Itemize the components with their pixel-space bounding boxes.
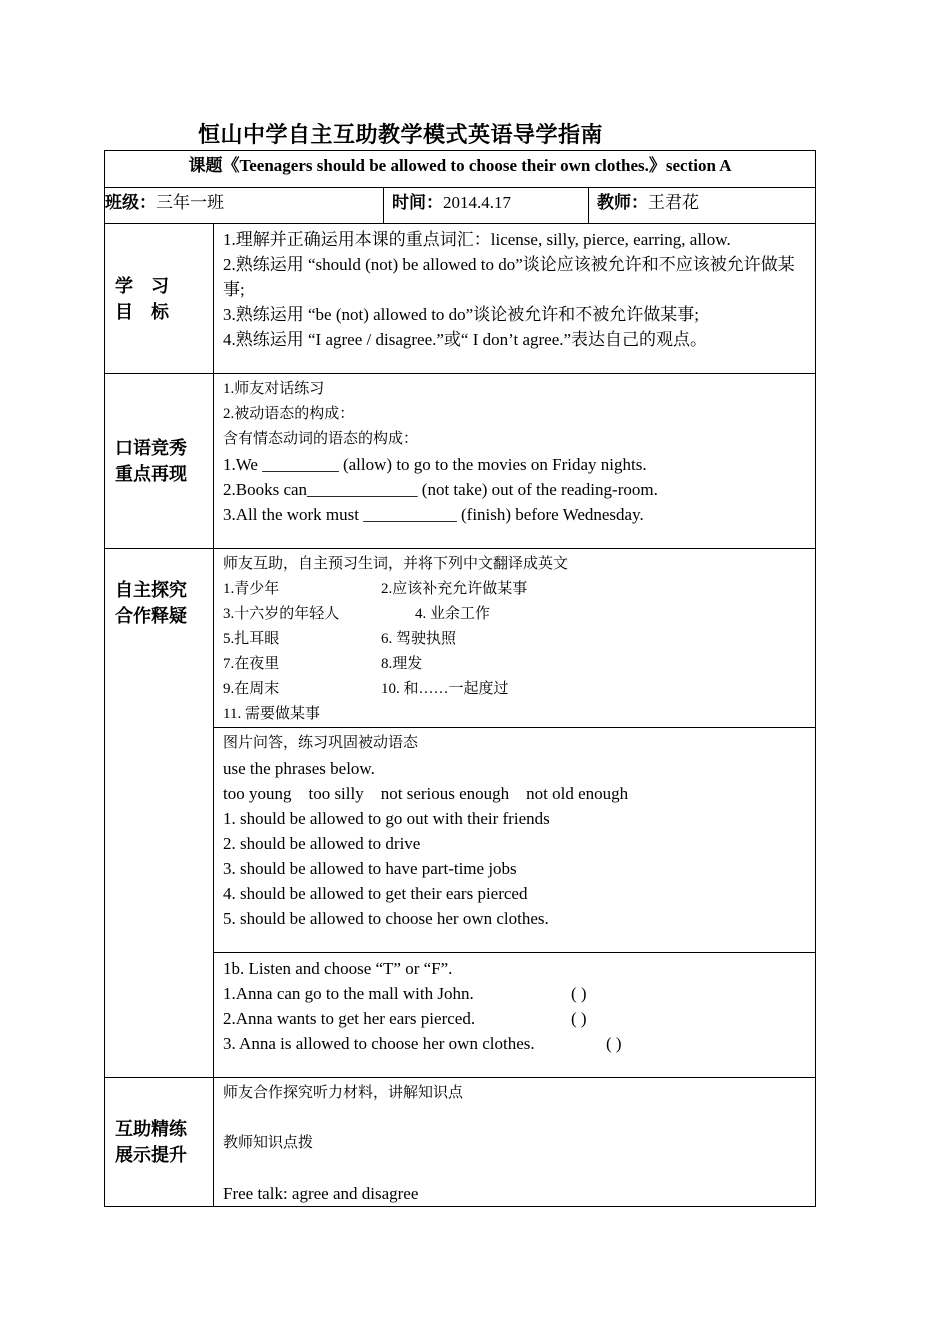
page-title: 恒山中学自主互助教学模式英语导学指南 [198, 122, 604, 147]
answer-paren: ( ) [571, 984, 587, 1003]
lesson-title: 课题《Teenagers should be allowed to choose their own clothes.》section A [105, 151, 816, 188]
vocab-content [214, 549, 816, 728]
teacher-value: 王君花 [648, 193, 699, 212]
vocab-item: 11. 需要做某事 [223, 706, 320, 722]
oral-label [105, 374, 214, 549]
vocab-row [223, 577, 807, 602]
vocab-row [223, 627, 807, 652]
practice-label-line1: 互助精练 [115, 1119, 187, 1139]
oral-item: 3.All the work must ___________ (finish) before Wednesday. [223, 505, 644, 524]
vocab-row [223, 677, 807, 702]
time-cell [384, 188, 589, 224]
listen-item [223, 981, 807, 1006]
vocab-item: 3.十六岁的年轻人 [223, 606, 340, 622]
goal-item: 3.熟练运用 “be (not) allowed to do”谈论被允许和不被允许做某事; [223, 305, 699, 324]
goals-label-line1: 学 习 [115, 275, 169, 296]
vocab-item: 8.理发 [381, 656, 423, 672]
explore-label-line1: 自主探究 [115, 580, 187, 600]
practice-content [214, 1078, 816, 1207]
goal-item: 2.熟练运用 “should (not) be allowed to do”谈论应该被允许和不应该被允许做某事; [223, 255, 795, 299]
listen-item-text: 3. Anna is allowed to choose her own clothes. [223, 1034, 535, 1053]
listen-content [214, 953, 816, 1078]
vocab-item: 4. 业余工作 [415, 606, 491, 622]
vocab-item: 9.在周末 [223, 681, 280, 697]
listen-item-text: 2.Anna wants to get her ears pierced. [223, 1009, 476, 1028]
vocab-item: 6. 驾驶执照 [381, 631, 457, 647]
explore-label [105, 549, 214, 1078]
picture-item: 2. should be allowed to drive [223, 834, 421, 853]
explore-label-line2: 合作释疑 [115, 606, 187, 626]
phrases: too young too silly not serious enough not old enough [223, 784, 629, 803]
picture-content [214, 728, 816, 953]
listen-item [223, 1006, 807, 1031]
listen-item [223, 1031, 807, 1056]
answer-paren: ( ) [571, 1009, 587, 1028]
picture-item: 4. should be allowed to get their ears pierced [223, 884, 528, 903]
practice-item: Free talk: agree and disagree [223, 1184, 419, 1203]
goals-label-line2: 目 标 [115, 301, 169, 322]
oral-label-line2: 重点再现 [115, 464, 187, 484]
picture-item: 1. should be allowed to go out with their friends [223, 809, 550, 828]
oral-item: 2.Books can_____________ (not take) out of the reading-room. [223, 480, 658, 499]
vocab-item: 5.扎耳眼 [223, 631, 280, 647]
guide-table [104, 150, 816, 1207]
oral-label-line1: 口语竞秀 [115, 438, 187, 458]
practice-label [105, 1078, 214, 1207]
goal-item: 4.熟练运用 “I agree / disagree.”或“ I don’t agree.”表达自己的观点。 [223, 330, 708, 349]
vocab-item: 10. 和……一起度过 [381, 681, 509, 697]
vocab-row [223, 652, 807, 677]
oral-item: 1.We _________ (allow) to go to the movies on Friday nights. [223, 455, 647, 474]
vocab-intro: 师友互助，自主预习生词，并将下列中文翻译成英文 [223, 556, 569, 572]
vocab-item: 1.青少年 [223, 581, 280, 597]
vocab-item: 2.应该补充允许做某事 [381, 581, 528, 597]
listen-item-text: 1.Anna can go to the mall with John. [223, 984, 474, 1003]
listen-intro: 1b. Listen and choose “T” or “F”. [223, 959, 453, 978]
time-value: 2014.4.17 [443, 193, 511, 212]
class-cell [105, 188, 384, 224]
teacher-cell [589, 188, 816, 224]
practice-label-line2: 展示提升 [115, 1145, 187, 1165]
goals-content [214, 224, 816, 374]
class-label: 班级： [105, 193, 156, 212]
picture-item: 5. should be allowed to choose her own clothes. [223, 909, 549, 928]
oral-item: 1.师友对话练习 [223, 381, 325, 397]
goals-label [105, 224, 214, 374]
goal-item: 1.理解并正确运用本课的重点词汇：license, silly, pierce, earring, allow. [223, 230, 731, 249]
time-label: 时间： [392, 193, 443, 212]
practice-item: 师友合作探究听力材料，讲解知识点 [223, 1085, 464, 1101]
oral-item: 2.被动语态的构成： [223, 406, 355, 422]
teacher-label: 教师： [597, 193, 648, 212]
vocab-item: 7.在夜里 [223, 656, 280, 672]
answer-paren: ( ) [606, 1034, 622, 1053]
picture-intro: 图片问答，练习巩固被动语态 [223, 735, 419, 751]
practice-item: 教师知识点拨 [223, 1135, 314, 1151]
picture-item: 3. should be allowed to have part-time jobs [223, 859, 517, 878]
vocab-row [223, 602, 807, 627]
phrases-intro: use the phrases below. [223, 759, 375, 778]
class-value: 三年一班 [156, 193, 224, 212]
oral-content [214, 374, 816, 549]
oral-item: 含有情态动词的语态的构成： [223, 431, 419, 447]
